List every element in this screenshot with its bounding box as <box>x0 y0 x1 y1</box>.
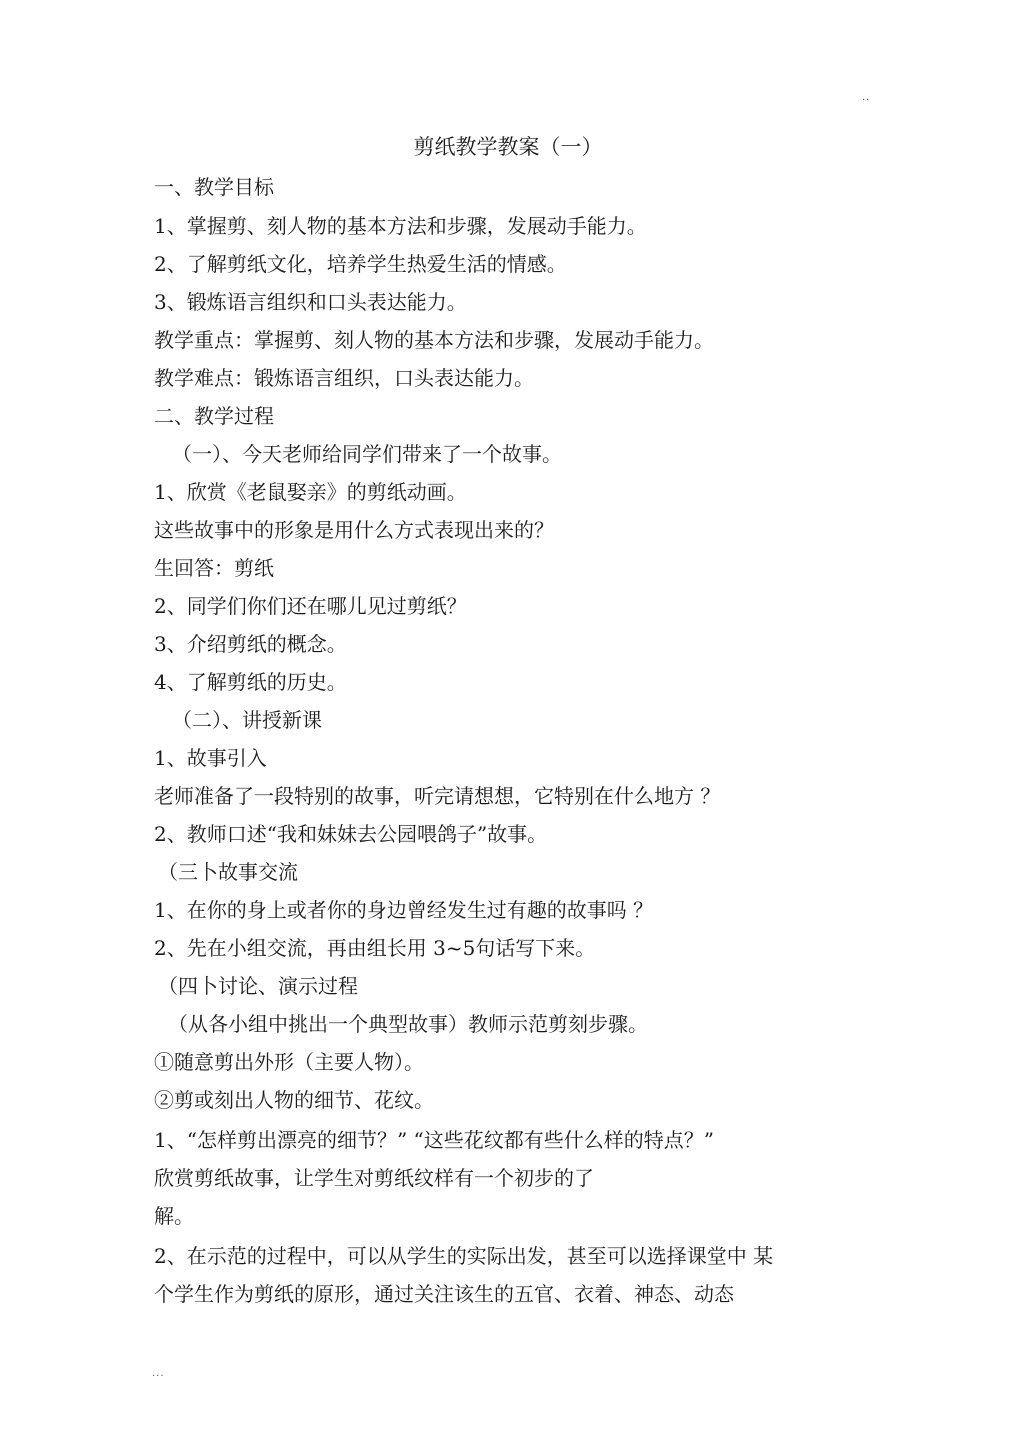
process-item: 2、同学们你们还在哪儿见过剪纸？ <box>154 594 467 618</box>
demo-text: 个学生作为剪纸的原形，通过关注该生的五官、衣着、神态、动态 <box>154 1282 734 1306</box>
corner-mark-bottom: ... <box>152 1368 165 1379</box>
exchange-item: 2、先在小组交流，再由组长用 3~5句话写下来。 <box>154 936 596 960</box>
difficult-point: 教学难点：锻炼语言组织，口头表达能力。 <box>154 366 534 390</box>
process-item: 3、介绍剪纸的概念。 <box>154 632 347 656</box>
subsection-1-heading: （一）、今天老师给同学们带来了一个故事。 <box>172 442 562 466</box>
corner-mark-top: .. <box>862 92 871 103</box>
lesson-text: 老师准备了一段特别的故事，听完请想想，它特别在什么地方 ？ <box>154 784 721 808</box>
demo-text: 欣赏剪纸故事，让学生对剪纸纹样有一个初步的了 <box>154 1166 594 1190</box>
section-heading-process: 二、教学过程 <box>154 404 274 428</box>
demo-step: ①随意剪出外形（主要人物）。 <box>154 1050 424 1074</box>
demo-text: 解。 <box>154 1204 194 1228</box>
goal-item-1: 1、掌握剪、刻人物的基本方法和步骤，发展动手能力。 <box>154 214 647 238</box>
key-point: 教学重点：掌握剪、刻人物的基本方法和步骤，发展动手能力。 <box>154 328 714 352</box>
demo-step: ②剪或刻出人物的细节、花纹。 <box>154 1088 434 1112</box>
demo-text: （从各小组中挑出一个典型故事）教师示范剪刻步骤。 <box>168 1012 648 1036</box>
page-title <box>0 132 1024 162</box>
section-heading-goals: 一、教学目标 <box>154 175 274 199</box>
demo-item: 2、在示范的过程中，可以从学生的实际出发，甚至可以选择课堂中 某 <box>154 1244 774 1268</box>
title-text: 剪纸教学教案（一） <box>413 135 603 159</box>
demo-item: 1、“怎样剪出漂亮的细节？” “这些花纹都有些什么样的特点？” <box>154 1128 714 1152</box>
process-text: 这些故事中的形象是用什么方式表现出来的？ <box>154 518 554 542</box>
process-text: 生回答：剪纸 <box>154 556 274 580</box>
lesson-item: 1、故事引入 <box>154 746 267 770</box>
exchange-item: 1、在你的身上或者你的身边曾经发生过有趣的故事吗 ？ <box>154 898 654 922</box>
process-item: 4、了解剪纸的历史。 <box>154 670 347 694</box>
subsection-4-heading: （四卜讨论、演示过程 <box>158 974 358 998</box>
goal-item-2: 2、了解剪纸文化，培养学生热爱生活的情感。 <box>154 252 567 276</box>
process-item: 1、欣赏《老鼠娶亲》的剪纸动画。 <box>154 480 467 504</box>
lesson-item: 2、教师口述“我和妹妹去公园喂鸽子”故事。 <box>154 822 548 846</box>
subsection-2-heading: （二）、讲授新课 <box>172 708 322 732</box>
subsection-3-heading: （三卜故事交流 <box>158 860 298 884</box>
goal-item-3: 3、锻炼语言组织和口头表达能力。 <box>154 290 467 314</box>
